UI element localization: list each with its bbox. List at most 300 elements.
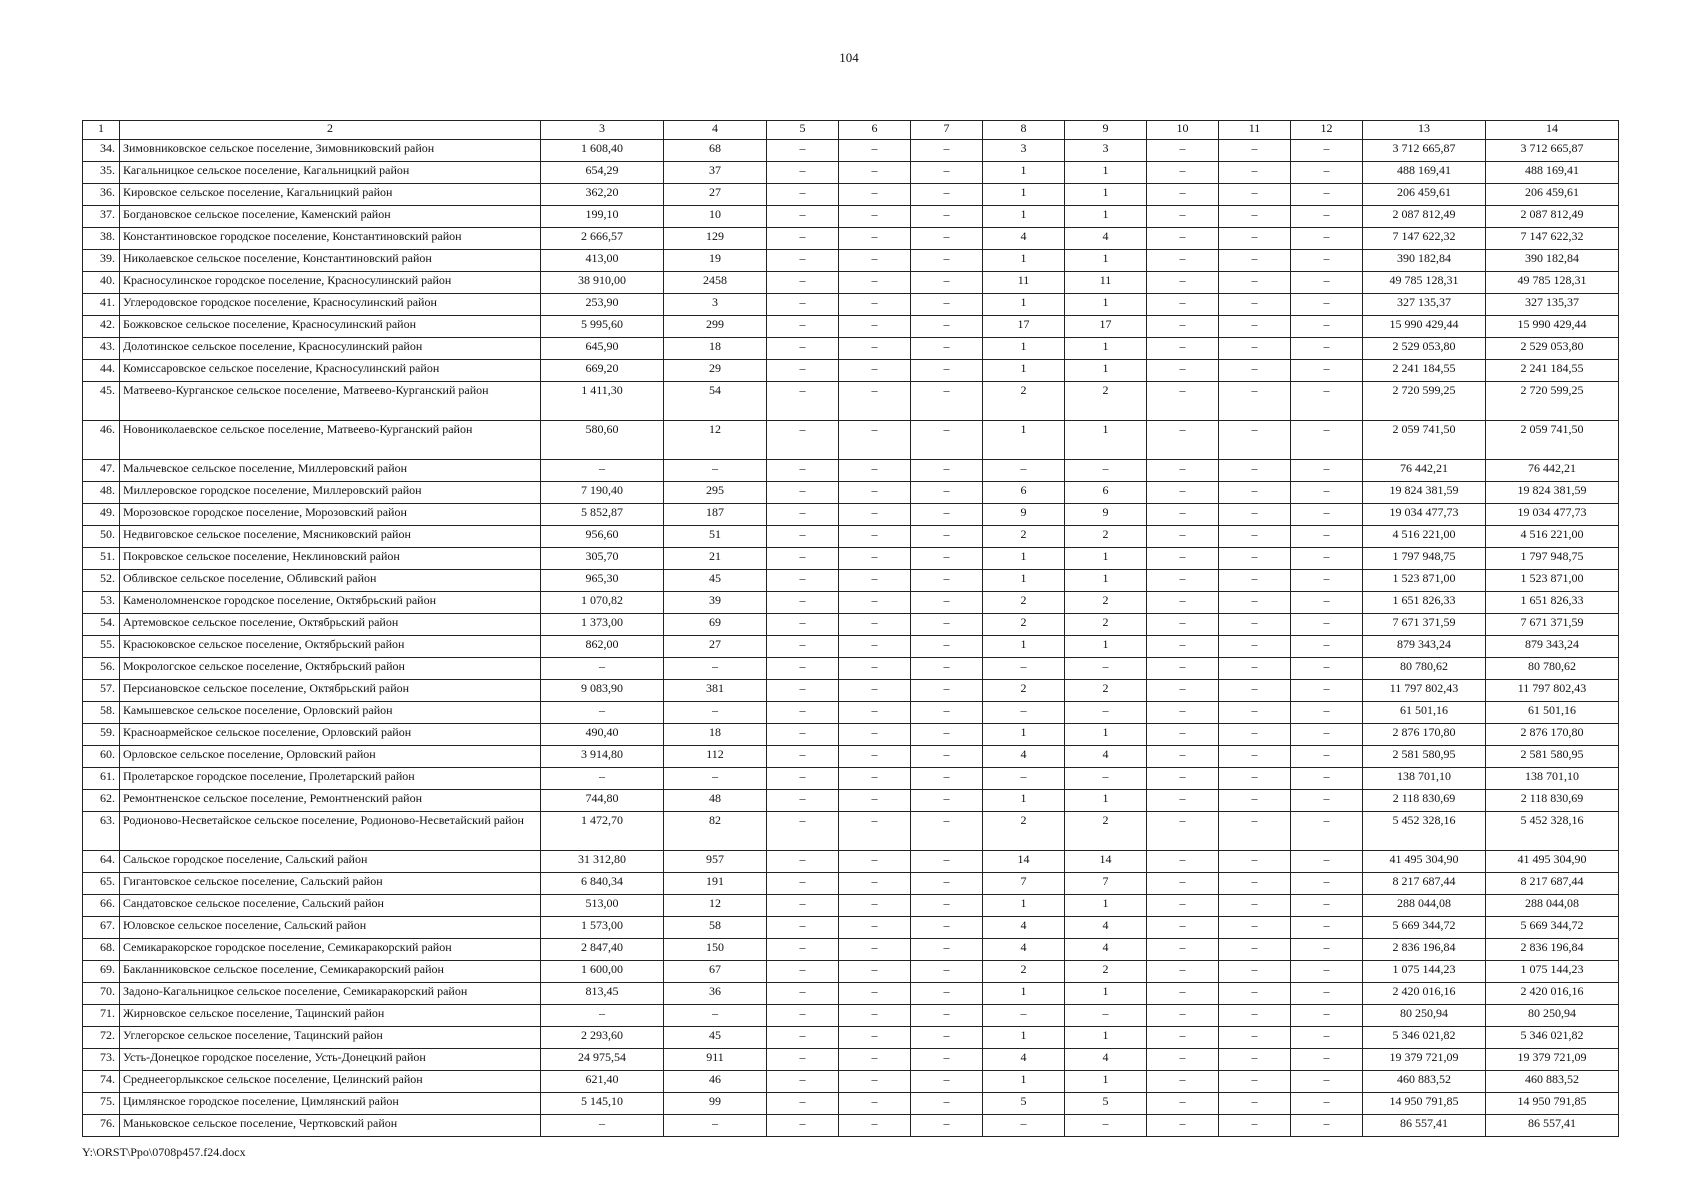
col-11-value: – (1219, 482, 1291, 504)
settlement-name: Морозовское городское поселение, Морозовский район (120, 504, 541, 526)
col-11-value: – (1219, 1027, 1291, 1049)
col-9-value: 4 (1065, 917, 1147, 939)
col-5-value: – (767, 873, 839, 895)
col-5-value: – (767, 1027, 839, 1049)
col-8-value: 2 (983, 812, 1065, 851)
col-8-value: 1 (983, 1071, 1065, 1093)
col-4-value: 21 (664, 548, 767, 570)
col-7-value: – (911, 338, 983, 360)
col-3-value: 1 373,00 (541, 614, 664, 636)
col-7-value: – (911, 548, 983, 570)
col-10-value: – (1147, 614, 1219, 636)
col-3-value: 253,90 (541, 294, 664, 316)
settlement-name: Зимовниковское сельское поселение, Зимовниковский район (120, 140, 541, 162)
col-8-value: 6 (983, 482, 1065, 504)
col-6-value: – (839, 1049, 911, 1071)
col-8-value: 3 (983, 140, 1065, 162)
col-12-value: – (1291, 460, 1363, 482)
col-4-value: 39 (664, 592, 767, 614)
col-4-value: – (664, 658, 767, 680)
col-12-value: – (1291, 895, 1363, 917)
col-10-value: – (1147, 746, 1219, 768)
row-number: 53. (83, 592, 120, 614)
col-9-value: 1 (1065, 570, 1147, 592)
row-number: 35. (83, 162, 120, 184)
col-7-value: – (911, 1005, 983, 1027)
col-9-value: – (1065, 658, 1147, 680)
row-number: 54. (83, 614, 120, 636)
table-row (83, 548, 1619, 570)
col-4-value: 58 (664, 917, 767, 939)
col-8-value: 1 (983, 570, 1065, 592)
col-9-value: 2 (1065, 961, 1147, 983)
settlement-name: Родионово-Несветайское сельское поселение, Родионово-Несветайский район (120, 812, 541, 851)
col-10-value: – (1147, 338, 1219, 360)
col-10-value: – (1147, 228, 1219, 250)
col-9-value: 1 (1065, 250, 1147, 272)
col-5-value: – (767, 636, 839, 658)
col-9-value: 1 (1065, 162, 1147, 184)
col-10-value: – (1147, 1071, 1219, 1093)
col-7-value: – (911, 658, 983, 680)
settlement-name: Гигантовское сельское поселение, Сальский район (120, 873, 541, 895)
col-7-value: – (911, 983, 983, 1005)
col-10-value: – (1147, 206, 1219, 228)
col-10-value: – (1147, 1115, 1219, 1137)
column-header-5: 5 (767, 121, 839, 140)
col-6-value: – (839, 482, 911, 504)
col-11-value: – (1219, 338, 1291, 360)
col-3-value: 5 852,87 (541, 504, 664, 526)
col-9-value: 1 (1065, 548, 1147, 570)
row-number: 62. (83, 790, 120, 812)
col-10-value: – (1147, 140, 1219, 162)
col-10-value: – (1147, 1049, 1219, 1071)
col-11-value: – (1219, 526, 1291, 548)
col-13-amount: 86 557,41 (1363, 1115, 1486, 1137)
col-4-value: 2458 (664, 272, 767, 294)
col-14-amount: 1 523 871,00 (1486, 570, 1619, 592)
col-9-value: 1 (1065, 1027, 1147, 1049)
col-12-value: – (1291, 526, 1363, 548)
col-8-value: 5 (983, 1093, 1065, 1115)
col-13-amount: 19 379 721,09 (1363, 1049, 1486, 1071)
col-11-value: – (1219, 360, 1291, 382)
settlements-table (82, 120, 1619, 1137)
col-13-amount: 206 459,61 (1363, 184, 1486, 206)
col-11-value: – (1219, 504, 1291, 526)
col-6-value: – (839, 961, 911, 983)
settlement-name: Семикаракорское городское поселение, Семикаракорский район (120, 939, 541, 961)
col-13-amount: 2 420 016,16 (1363, 983, 1486, 1005)
col-9-value: 4 (1065, 1049, 1147, 1071)
col-7-value: – (911, 1071, 983, 1093)
col-13-amount: 19 824 381,59 (1363, 482, 1486, 504)
column-header-11: 11 (1219, 121, 1291, 140)
settlement-name: Среднеегорлыкское сельское поселение, Целинский район (120, 1071, 541, 1093)
col-6-value: – (839, 983, 911, 1005)
col-4-value: 46 (664, 1071, 767, 1093)
row-number: 66. (83, 895, 120, 917)
row-number: 51. (83, 548, 120, 570)
row-number: 68. (83, 939, 120, 961)
col-13-amount: 327 135,37 (1363, 294, 1486, 316)
col-9-value: – (1065, 702, 1147, 724)
settlement-name: Кировское сельское поселение, Кагальницкий район (120, 184, 541, 206)
col-5-value: – (767, 228, 839, 250)
col-3-value: – (541, 1115, 664, 1137)
col-11-value: – (1219, 382, 1291, 421)
col-3-value: 1 573,00 (541, 917, 664, 939)
col-13-amount: 1 075 144,23 (1363, 961, 1486, 983)
col-11-value: – (1219, 294, 1291, 316)
col-10-value: – (1147, 895, 1219, 917)
col-3-value: 956,60 (541, 526, 664, 548)
col-14-amount: 390 182,84 (1486, 250, 1619, 272)
col-10-value: – (1147, 482, 1219, 504)
col-3-value: 965,30 (541, 570, 664, 592)
footer-file-path: Y:\ORST\Ppo\0708p457.f24.docx (82, 1145, 246, 1159)
settlement-name: Долотинское сельское поселение, Красносулинский район (120, 338, 541, 360)
col-8-value: – (983, 1005, 1065, 1027)
col-6-value: – (839, 658, 911, 680)
col-7-value: – (911, 961, 983, 983)
col-14-amount: 15 990 429,44 (1486, 316, 1619, 338)
col-3-value: 862,00 (541, 636, 664, 658)
col-4-value: 12 (664, 421, 767, 460)
col-6-value: – (839, 570, 911, 592)
col-3-value: 1 608,40 (541, 140, 664, 162)
table-row (83, 680, 1619, 702)
table-row (83, 812, 1619, 851)
row-number: 69. (83, 961, 120, 983)
col-12-value: – (1291, 939, 1363, 961)
table-row (83, 636, 1619, 658)
col-9-value: 2 (1065, 526, 1147, 548)
col-14-amount: 80 780,62 (1486, 658, 1619, 680)
col-11-value: – (1219, 140, 1291, 162)
col-12-value: – (1291, 812, 1363, 851)
col-8-value: 2 (983, 526, 1065, 548)
col-3-value: 813,45 (541, 983, 664, 1005)
row-number: 41. (83, 294, 120, 316)
col-13-amount: 1 651 826,33 (1363, 592, 1486, 614)
row-number: 42. (83, 316, 120, 338)
col-10-value: – (1147, 592, 1219, 614)
col-13-amount: 390 182,84 (1363, 250, 1486, 272)
col-10-value: – (1147, 873, 1219, 895)
settlement-name: Юловское сельское поселение, Сальский район (120, 917, 541, 939)
col-6-value: – (839, 1115, 911, 1137)
col-4-value: 82 (664, 812, 767, 851)
column-header-1: 1 (83, 121, 120, 140)
settlement-name: Николаевское сельское поселение, Константиновский район (120, 250, 541, 272)
col-11-value: – (1219, 917, 1291, 939)
table-row (83, 1049, 1619, 1071)
col-5-value: – (767, 460, 839, 482)
col-13-amount: 2 876 170,80 (1363, 724, 1486, 746)
col-8-value: 9 (983, 504, 1065, 526)
col-4-value: – (664, 702, 767, 724)
col-5-value: – (767, 790, 839, 812)
col-9-value: 1 (1065, 724, 1147, 746)
col-4-value: 68 (664, 140, 767, 162)
col-11-value: – (1219, 570, 1291, 592)
table-row (83, 895, 1619, 917)
table-row (83, 873, 1619, 895)
col-9-value: 6 (1065, 482, 1147, 504)
col-4-value: 957 (664, 851, 767, 873)
col-12-value: – (1291, 768, 1363, 790)
col-7-value: – (911, 460, 983, 482)
table-row (83, 592, 1619, 614)
col-11-value: – (1219, 316, 1291, 338)
col-10-value: – (1147, 939, 1219, 961)
col-3-value: 9 083,90 (541, 680, 664, 702)
col-5-value: – (767, 895, 839, 917)
col-12-value: – (1291, 184, 1363, 206)
col-11-value: – (1219, 680, 1291, 702)
col-8-value: 2 (983, 680, 1065, 702)
col-9-value: 1 (1065, 184, 1147, 206)
col-11-value: – (1219, 460, 1291, 482)
col-3-value: 669,20 (541, 360, 664, 382)
column-header-10: 10 (1147, 121, 1219, 140)
col-8-value: 4 (983, 746, 1065, 768)
col-3-value: – (541, 768, 664, 790)
col-5-value: – (767, 658, 839, 680)
table-row (83, 939, 1619, 961)
col-8-value: 1 (983, 548, 1065, 570)
column-header-2: 2 (120, 121, 541, 140)
table-row (83, 526, 1619, 548)
col-5-value: – (767, 702, 839, 724)
col-12-value: – (1291, 680, 1363, 702)
col-10-value: – (1147, 460, 1219, 482)
col-3-value: 744,80 (541, 790, 664, 812)
col-6-value: – (839, 1093, 911, 1115)
table-row (83, 1093, 1619, 1115)
column-number-header-row (83, 121, 1619, 140)
col-3-value: 5 995,60 (541, 316, 664, 338)
col-11-value: – (1219, 184, 1291, 206)
col-14-amount: 2 118 830,69 (1486, 790, 1619, 812)
col-5-value: – (767, 1071, 839, 1093)
col-7-value: – (911, 1027, 983, 1049)
table-row (83, 658, 1619, 680)
col-6-value: – (839, 184, 911, 206)
col-10-value: – (1147, 548, 1219, 570)
col-14-amount: 2 836 196,84 (1486, 939, 1619, 961)
col-13-amount: 7 147 622,32 (1363, 228, 1486, 250)
col-7-value: – (911, 504, 983, 526)
col-6-value: – (839, 206, 911, 228)
col-9-value: 1 (1065, 421, 1147, 460)
col-13-amount: 460 883,52 (1363, 1071, 1486, 1093)
col-5-value: – (767, 360, 839, 382)
col-8-value: 1 (983, 250, 1065, 272)
col-13-amount: 2 241 184,55 (1363, 360, 1486, 382)
col-10-value: – (1147, 851, 1219, 873)
col-6-value: – (839, 851, 911, 873)
col-10-value: – (1147, 1005, 1219, 1027)
col-11-value: – (1219, 812, 1291, 851)
col-3-value: 654,29 (541, 162, 664, 184)
col-5-value: – (767, 851, 839, 873)
col-6-value: – (839, 504, 911, 526)
col-8-value: 1 (983, 338, 1065, 360)
table-row (83, 504, 1619, 526)
col-10-value: – (1147, 790, 1219, 812)
col-6-value: – (839, 228, 911, 250)
col-8-value: 2 (983, 961, 1065, 983)
column-header-8: 8 (983, 121, 1065, 140)
col-9-value: 1 (1065, 338, 1147, 360)
col-6-value: – (839, 790, 911, 812)
settlement-name: Пролетарское городское поселение, Пролетарский район (120, 768, 541, 790)
col-4-value: 18 (664, 724, 767, 746)
table-row (83, 316, 1619, 338)
col-7-value: – (911, 570, 983, 592)
col-14-amount: 49 785 128,31 (1486, 272, 1619, 294)
col-5-value: – (767, 421, 839, 460)
col-4-value: 150 (664, 939, 767, 961)
table-row (83, 1071, 1619, 1093)
col-14-amount: 879 343,24 (1486, 636, 1619, 658)
settlement-name: Бакланниковское сельское поселение, Семикаракорский район (120, 961, 541, 983)
col-11-value: – (1219, 228, 1291, 250)
settlement-name: Камышевское сельское поселение, Орловский район (120, 702, 541, 724)
col-9-value: 4 (1065, 228, 1147, 250)
col-10-value: – (1147, 768, 1219, 790)
col-3-value: 1 472,70 (541, 812, 664, 851)
col-4-value: 48 (664, 790, 767, 812)
col-14-amount: 19 824 381,59 (1486, 482, 1619, 504)
col-9-value: 4 (1065, 746, 1147, 768)
row-number: 76. (83, 1115, 120, 1137)
col-11-value: – (1219, 1049, 1291, 1071)
row-number: 71. (83, 1005, 120, 1027)
col-7-value: – (911, 680, 983, 702)
settlement-name: Константиновское городское поселение, Константиновский район (120, 228, 541, 250)
col-12-value: – (1291, 250, 1363, 272)
col-6-value: – (839, 702, 911, 724)
col-9-value: – (1065, 1005, 1147, 1027)
col-10-value: – (1147, 702, 1219, 724)
col-14-amount: 206 459,61 (1486, 184, 1619, 206)
settlement-name: Божковское сельское поселение, Красносулинский район (120, 316, 541, 338)
col-11-value: – (1219, 724, 1291, 746)
row-number: 50. (83, 526, 120, 548)
col-14-amount: 327 135,37 (1486, 294, 1619, 316)
col-11-value: – (1219, 1093, 1291, 1115)
col-7-value: – (911, 206, 983, 228)
col-13-amount: 1 797 948,75 (1363, 548, 1486, 570)
row-number: 57. (83, 680, 120, 702)
col-12-value: – (1291, 206, 1363, 228)
col-5-value: – (767, 1049, 839, 1071)
table-row (83, 338, 1619, 360)
col-8-value: 1 (983, 294, 1065, 316)
col-14-amount: 7 147 622,32 (1486, 228, 1619, 250)
row-number: 56. (83, 658, 120, 680)
col-11-value: – (1219, 702, 1291, 724)
settlement-name: Каменоломненское городское поселение, Октябрьский район (120, 592, 541, 614)
col-5-value: – (767, 939, 839, 961)
col-10-value: – (1147, 724, 1219, 746)
col-8-value: 4 (983, 228, 1065, 250)
col-3-value: 305,70 (541, 548, 664, 570)
col-11-value: – (1219, 250, 1291, 272)
col-7-value: – (911, 421, 983, 460)
settlement-name: Мальчевское сельское поселение, Миллеровский район (120, 460, 541, 482)
col-11-value: – (1219, 1005, 1291, 1027)
table-row (83, 228, 1619, 250)
col-14-amount: 5 669 344,72 (1486, 917, 1619, 939)
col-7-value: – (911, 1093, 983, 1115)
col-8-value: – (983, 658, 1065, 680)
col-10-value: – (1147, 250, 1219, 272)
col-5-value: – (767, 768, 839, 790)
col-12-value: – (1291, 790, 1363, 812)
table-row (83, 614, 1619, 636)
col-6-value: – (839, 873, 911, 895)
col-13-amount: 76 442,21 (1363, 460, 1486, 482)
col-4-value: 54 (664, 382, 767, 421)
row-number: 63. (83, 812, 120, 851)
col-6-value: – (839, 812, 911, 851)
col-6-value: – (839, 614, 911, 636)
col-8-value: 17 (983, 316, 1065, 338)
col-12-value: – (1291, 983, 1363, 1005)
col-7-value: – (911, 702, 983, 724)
col-11-value: – (1219, 1115, 1291, 1137)
settlement-name: Задоно-Кагальницкое сельское поселение, Семикаракорский район (120, 983, 541, 1005)
col-9-value: 11 (1065, 272, 1147, 294)
col-13-amount: 2 087 812,49 (1363, 206, 1486, 228)
settlement-name: Недвиговское сельское поселение, Мясниковский район (120, 526, 541, 548)
col-8-value: – (983, 460, 1065, 482)
col-4-value: 3 (664, 294, 767, 316)
col-12-value: – (1291, 1071, 1363, 1093)
col-9-value: 2 (1065, 592, 1147, 614)
col-3-value: – (541, 702, 664, 724)
col-13-amount: 5 346 021,82 (1363, 1027, 1486, 1049)
col-14-amount: 488 169,41 (1486, 162, 1619, 184)
col-4-value: 37 (664, 162, 767, 184)
col-5-value: – (767, 1093, 839, 1115)
col-4-value: – (664, 1005, 767, 1027)
col-11-value: – (1219, 746, 1291, 768)
row-number: 75. (83, 1093, 120, 1115)
col-13-amount: 2 059 741,50 (1363, 421, 1486, 460)
col-9-value: – (1065, 768, 1147, 790)
col-9-value: 1 (1065, 790, 1147, 812)
column-header-13: 13 (1363, 121, 1486, 140)
col-4-value: 29 (664, 360, 767, 382)
col-8-value: 2 (983, 382, 1065, 421)
row-number: 48. (83, 482, 120, 504)
col-3-value: 413,00 (541, 250, 664, 272)
col-7-value: – (911, 636, 983, 658)
table-row (83, 768, 1619, 790)
col-4-value: 129 (664, 228, 767, 250)
row-number: 60. (83, 746, 120, 768)
settlement-name: Обливское сельское поселение, Обливский район (120, 570, 541, 592)
col-14-amount: 5 346 021,82 (1486, 1027, 1619, 1049)
col-7-value: – (911, 272, 983, 294)
col-12-value: – (1291, 961, 1363, 983)
